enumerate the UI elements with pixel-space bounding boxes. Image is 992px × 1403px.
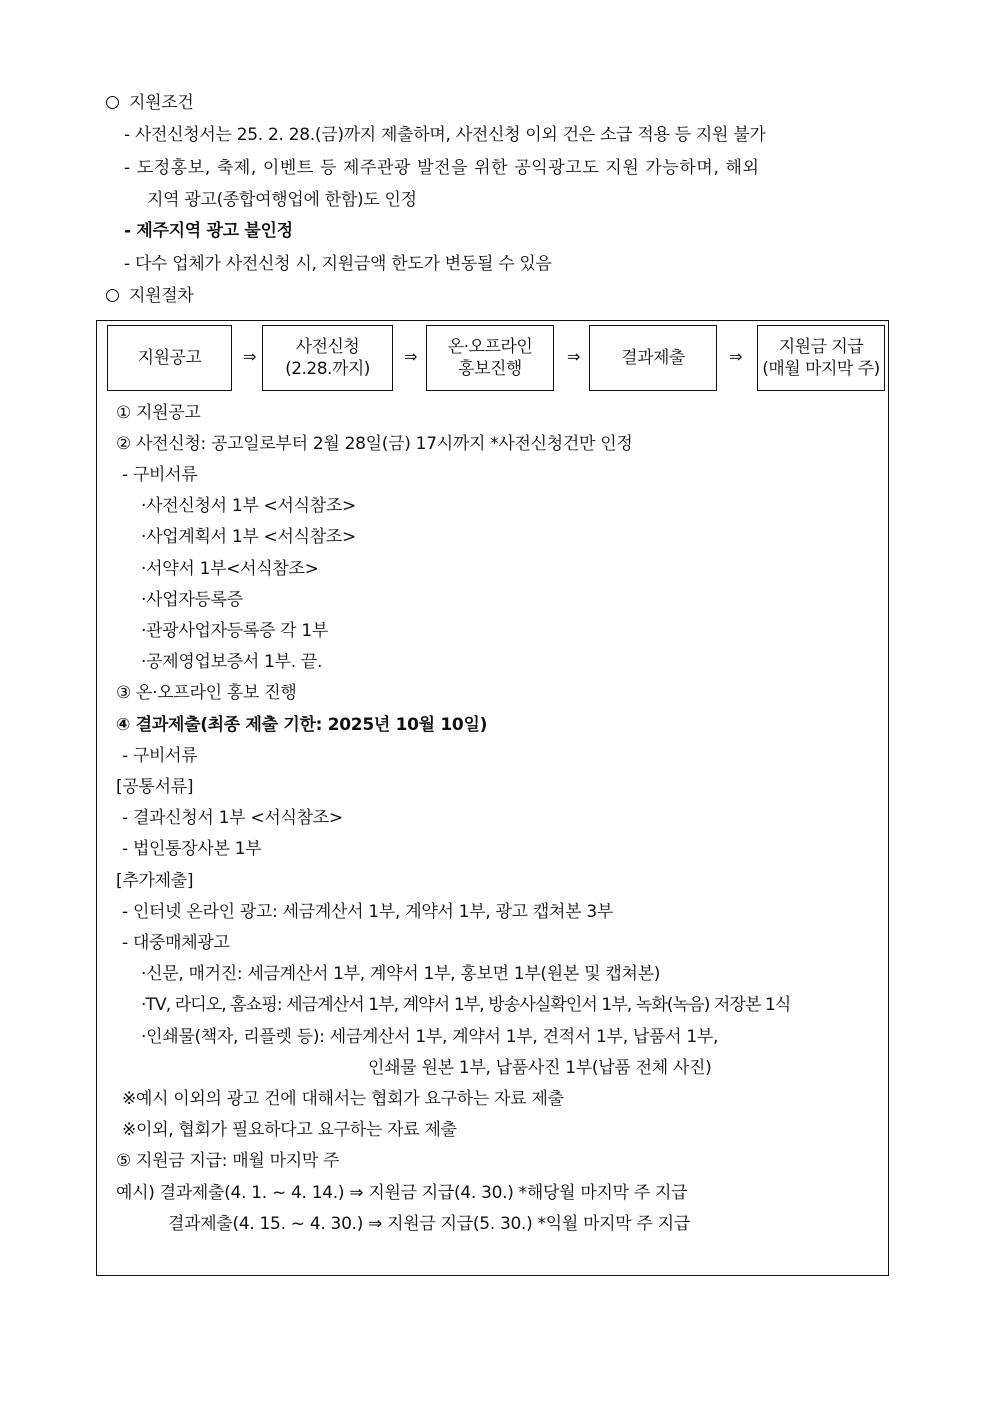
common-docs-heading: [공통서류] (116, 777, 194, 797)
flow-step-pre-application (262, 325, 393, 391)
arrow-right-icon: ⇒ (404, 347, 418, 366)
step-2: ② 사전신청: 공고일로부터 2월 28일(금) 17시까지 *사전신청건만 인정 (116, 434, 633, 454)
note-item: ※이외, 협회가 필요하다고 요구하는 자료 제출 (122, 1120, 457, 1140)
step-1: ① 지원공고 (116, 403, 201, 423)
doc-item: - 인터넷 온라인 광고: 세금계산서 1부, 계약서 1부, 광고 캡쳐본 3부 (122, 902, 613, 922)
flow-step-label: 결과제출 (621, 348, 685, 368)
step-4: ④ 결과제출(최종 제출 기한: 2025년 10월 10일) (116, 715, 488, 735)
flow-step-label: 지원공고 (137, 348, 202, 368)
procedure-heading (106, 285, 194, 307)
doc-item: ·사업계획서 1부 <서식참조> (141, 527, 356, 547)
additional-docs-heading: [추가제출] (116, 871, 194, 891)
condition-item: - 도정홍보, 축제, 이벤트 등 제주관광 발전을 위한 공익광고도 지원 가능하며, 해외 (124, 158, 760, 178)
doc-item: ·사전신청서 1부 <서식참조> (141, 496, 356, 516)
procedure-heading-text: 지원절차 (129, 286, 194, 306)
step-5: ⑤ 지원금 지급: 매월 마지막 주 (116, 1151, 340, 1171)
step-3: ③ 온·오프라인 홍보 진행 (116, 683, 297, 703)
required-docs-label: - 구비서류 (122, 465, 198, 485)
arrow-right-icon: ⇒ (729, 347, 743, 366)
flow-step-promotion (426, 325, 554, 391)
flow-step-announcement (107, 325, 232, 391)
condition-item-emphasis: - 제주지역 광고 불인정 (124, 221, 293, 241)
condition-item: - 사전신청서는 25. 2. 28.(금)까지 제출하며, 사전신청 이외 건은 소급 적용 등 지원 불가 (124, 125, 766, 145)
flow-step-label: 온·오프라인 (447, 337, 533, 357)
condition-item-continued: 지역 광고(종합여행업에 한함)도 인정 (147, 190, 417, 210)
arrow-right-icon: ⇒ (567, 347, 581, 366)
doc-item: ·관광사업자등록증 각 1부 (141, 621, 329, 641)
circle-bullet-icon (106, 289, 119, 302)
conditions-heading-text: 지원조건 (129, 93, 194, 113)
flow-step-result-submission (589, 325, 717, 391)
doc-item: ·서약서 1부<서식참조> (141, 559, 319, 579)
flow-step-payment (757, 325, 885, 391)
circle-bullet-icon (106, 96, 119, 109)
doc-item: - 법인통장사본 1부 (122, 839, 262, 859)
condition-item: - 다수 업체가 사전신청 시, 지원금액 한도가 변동될 수 있음 (124, 254, 552, 274)
flow-step-label: 지원금 지급 (778, 337, 864, 357)
conditions-heading (106, 92, 194, 114)
doc-item: ·인쇄물(책자, 리플렛 등): 세금계산서 1부, 계약서 1부, 견적서 1부, 납품서 1부, (141, 1027, 719, 1047)
required-docs-label: - 구비서류 (122, 746, 198, 766)
arrow-right-icon: ⇒ (243, 347, 257, 366)
note-item: ※예시 이외의 광고 건에 대해서는 협회가 요구하는 자료 제출 (122, 1089, 564, 1109)
doc-item: ·공제영업보증서 1부. 끝. (141, 652, 323, 672)
flow-step-sublabel: 홍보진행 (458, 359, 522, 379)
example-line: 결과제출(4. 15. ~ 4. 30.) ⇒ 지원금 지급(5. 30.) *익월 마지막 주 지급 (168, 1214, 691, 1234)
doc-item: - 결과신청서 1부 <서식참조> (122, 808, 343, 828)
doc-item: ·사업자등록증 (141, 590, 243, 610)
flow-step-sublabel: (매월 마지막 주) (762, 359, 880, 379)
doc-item: ·TV, 라디오, 홈쇼핑: 세금계산서 1부, 계약서 1부, 방송사실확인서 1부, 녹화(녹음) 저장본 1식 (141, 995, 791, 1015)
example-line: 예시) 결과제출(4. 1. ~ 4. 14.) ⇒ 지원금 지급(4. 30.) *해당월 마지막 주 지급 (116, 1183, 688, 1203)
doc-item: ·신문, 매거진: 세금계산서 1부, 계약서 1부, 홍보면 1부(원본 및 캡쳐본) (141, 964, 661, 984)
doc-item-continued: 인쇄물 원본 1부, 납품사진 1부(납품 전체 사진) (368, 1058, 712, 1078)
flow-step-sublabel: (2.28.까지) (285, 359, 370, 379)
doc-item: - 대중매체광고 (122, 933, 230, 953)
flow-step-label: 사전신청 (295, 337, 360, 357)
